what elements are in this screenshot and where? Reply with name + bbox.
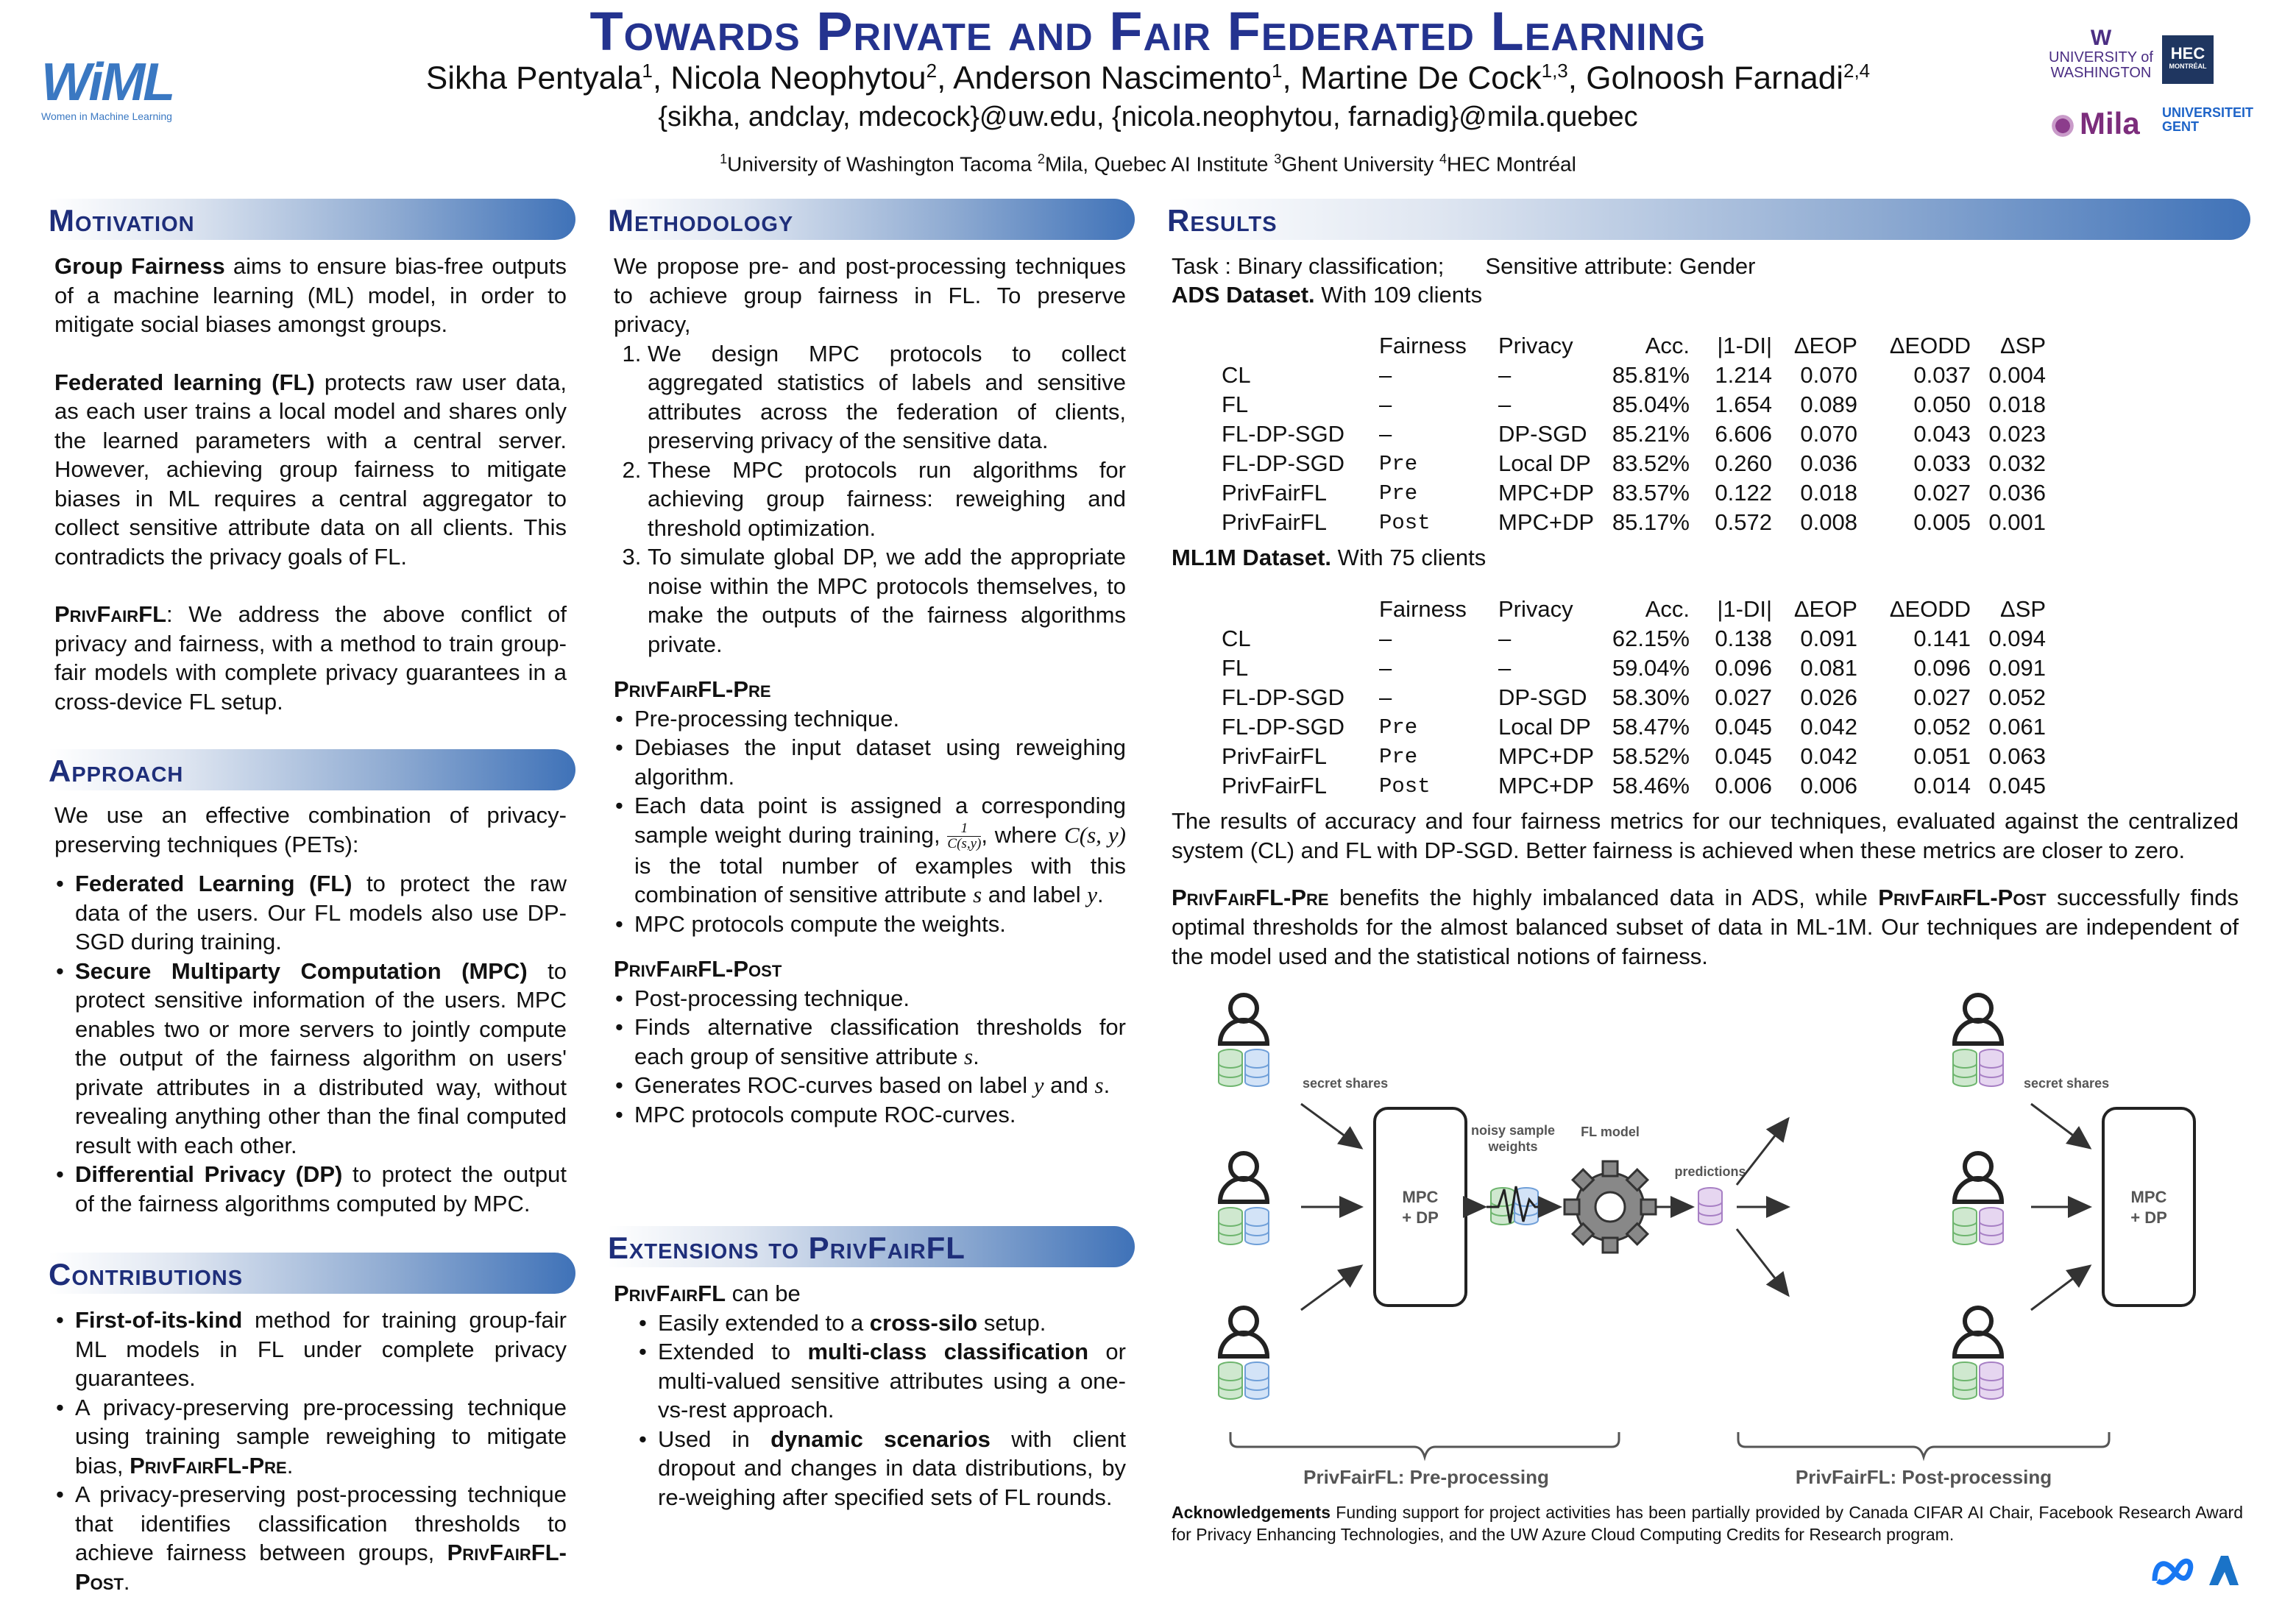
- table-cell: PrivFairFL: [1222, 480, 1327, 506]
- table-row: [1222, 712, 2046, 742]
- table-cell: 0.032: [1988, 450, 2046, 476]
- list-item: • A privacy-preserving pre-processing technique using training sample reweighing to mitigate bias, PrivFairFL-Pre.: [75, 1393, 567, 1481]
- author: Anderson Nascimento: [953, 60, 1272, 96]
- section-header-extensions: Extensions to PrivFairFL: [608, 1226, 1135, 1267]
- gear-icon: [1565, 1161, 1656, 1253]
- subheading-pre: PrivFairFL-Pre: [614, 676, 771, 702]
- list-item: • Used in dynamic scenarios with client dropout and changes in data distributions, by re-weighing after specified sets of FL rounds.: [658, 1425, 1126, 1512]
- table-cell: MPC+DP: [1498, 480, 1595, 506]
- list-item: • Federated Learning (FL) to protect the raw data of the users. Our FL models also use DP-SGD during training.: [75, 869, 567, 957]
- svg-text:+ DP: + DP: [2130, 1208, 2167, 1227]
- list-item: • Each data point is assigned a corresponding sample weight during training, $\frac{1}{C(s,y)}$ , where C(s, y) is the total number of examples with this combination of sensitive attribute s and label y.: [634, 791, 1126, 910]
- list-item: • Pre-processing technique.: [634, 704, 1126, 734]
- table-cell: DP-SGD: [1498, 421, 1587, 447]
- table-cell: 85.21%: [1612, 421, 1690, 447]
- uw-logo: W UNIVERSITY of WASHINGTON: [2049, 26, 2153, 81]
- table-cell: 58.47%: [1612, 714, 1690, 740]
- author-list: Sikha Pentyala$^1$, Nicola Neophytou$^2$, Anderson Nascimento$^1$, Martine De Cock$^{1,3}$, Golnoosh Farnadi$^{2,4}$: [425, 60, 1871, 96]
- table-cell: 6.606: [1715, 421, 1772, 447]
- table-cell: 0.027: [1715, 684, 1772, 710]
- meta-icon: [2155, 1561, 2191, 1582]
- table-cell: Pre: [1379, 715, 1418, 740]
- table-cell: 59.04%: [1612, 655, 1690, 681]
- list-item: • Secure Multiparty Computation (MPC) to protect sensitive information of the users. MPC enables two or more servers to jointly compute the output of the fairness algorithm on users' private attributes in a distributed way, without revealing anything other than the final computed result with each other.: [75, 957, 567, 1161]
- section-header-motivation: Motivation: [49, 199, 575, 240]
- table-cell: 0.037: [1913, 362, 1971, 388]
- arrow: [1301, 1266, 1361, 1310]
- table-cell: 0.063: [1988, 743, 2046, 769]
- table-cell: 85.04%: [1612, 392, 1690, 417]
- table-cell: FL-DP-SGD: [1222, 684, 1345, 710]
- table-cell: MPC+DP: [1498, 509, 1595, 535]
- table-cell: –: [1379, 392, 1392, 417]
- table-cell: FL-DP-SGD: [1222, 450, 1345, 476]
- table-row: [1222, 419, 2046, 449]
- results-intro: Task : Binary classification; Sensitive attribute: Gender ADS Dataset. With 109 clients: [1172, 253, 1756, 308]
- table-cell: –: [1379, 655, 1392, 681]
- table-cell: 83.52%: [1612, 450, 1690, 476]
- list-item: • Differential Privacy (DP) to protect the output of the fairness algorithms computed by MPC.: [75, 1160, 567, 1218]
- section-header-contributions: Contributions: [49, 1253, 575, 1294]
- table-row: [1222, 449, 2046, 478]
- table-row: [1222, 683, 2046, 712]
- acknowledgements: Acknowledgements Funding support for project activities has been partially provided by Canada CIFAR AI Chair, Facebook Research Award for Privacy Enhancing Technologies, and the UW Azure Cloud Computing Credits for Research program.: [1172, 1503, 2243, 1544]
- table-cell: CL: [1222, 626, 1251, 651]
- svg-text:weights: weights: [1488, 1139, 1538, 1154]
- table-cell: FL: [1222, 392, 1249, 417]
- table-cell: 0.036: [1800, 450, 1857, 476]
- table-cell: 85.81%: [1612, 362, 1690, 388]
- table-header-row: Fairness Privacy Acc. |1-DI| ΔEOP ΔEODD ΔSP: [1379, 333, 2046, 358]
- mila-logo: Mila: [2046, 106, 2156, 143]
- table-cell: 0.096: [1715, 655, 1772, 681]
- table-cell: 0.096: [1913, 655, 1971, 681]
- author: Nicola Neophytou: [670, 60, 926, 96]
- table-cell: 83.57%: [1612, 480, 1690, 506]
- list-item: 1. We design MPC protocols to collect aggregated statistics of labels and sensitive attributes across the federation of clients, preserving privacy of the sensitive data.: [648, 339, 1126, 456]
- list-item: • MPC protocols compute ROC-curves.: [634, 1100, 1126, 1130]
- client-user-icon: [1953, 1153, 2003, 1244]
- table-row: [1222, 771, 2046, 801]
- list-item: • First-of-its-kind method for training group-fair ML models in FL under complete privacy guarantees.: [75, 1306, 567, 1393]
- brace-post: [1738, 1432, 2109, 1457]
- table-cell: MPC+DP: [1498, 743, 1595, 769]
- table-cell: 0.260: [1715, 450, 1772, 476]
- table-cell: 0.070: [1800, 362, 1857, 388]
- svg-text:MPC: MPC: [2130, 1188, 2167, 1206]
- arrow: [2031, 1266, 2090, 1310]
- table-cell: 0.014: [1913, 773, 1971, 798]
- ml1m-results-table: [1222, 595, 2046, 801]
- table-cell: PrivFairFL: [1222, 773, 1327, 798]
- table-cell: 58.46%: [1612, 773, 1690, 798]
- table-cell: DP-SGD: [1498, 684, 1587, 710]
- table-row: [1222, 361, 2046, 390]
- svg-text:noisy sample: noisy sample: [1470, 1123, 1556, 1138]
- table-cell: 0.091: [1800, 626, 1857, 651]
- arrow: [1737, 1119, 1788, 1185]
- ads-results-table: [1222, 331, 2046, 537]
- extensions-body: PrivFairFL can be • Easily extended to a cross-silo setup. • Extended to multi-class classification or multi-valued sensitive attributes using a one-vs-rest approach. • Used in dynamic scenarios with client dropout and changes in data distributions, by re-weighing after specified sets of FL rounds.: [614, 1279, 1126, 1512]
- table-cell: Local DP: [1498, 714, 1591, 740]
- author: Golnoosh Farnadi: [1586, 60, 1843, 96]
- table-cell: 0.050: [1913, 392, 1971, 417]
- table-header-row: Fairness Privacy Acc. |1-DI| ΔEOP ΔEODD ΔSP: [1379, 596, 2046, 622]
- client-user-icon: [1953, 1308, 2003, 1399]
- ml1m-heading: ML1M Dataset. With 75 clients: [1172, 545, 1487, 570]
- fraction: $\frac{1}{C(s,y)}$: [947, 820, 982, 851]
- table-cell: –: [1379, 362, 1392, 388]
- table-row: [1222, 624, 2046, 654]
- svg-text:MPC: MPC: [1402, 1188, 1439, 1206]
- table-cell: 0.008: [1800, 509, 1857, 535]
- list-item: • MPC protocols compute the weights.: [634, 910, 1126, 939]
- table-cell: 85.17%: [1612, 509, 1690, 535]
- table-cell: –: [1379, 626, 1392, 651]
- client-user-icon: [1219, 1153, 1269, 1244]
- arrow: [2031, 1104, 2090, 1148]
- section-header-results: Results: [1167, 199, 2250, 240]
- table-cell: 0.122: [1715, 480, 1772, 506]
- table-cell: –: [1379, 421, 1392, 447]
- institution-logos: [2046, 26, 2259, 166]
- list-item: 2. These MPC protocols run algorithms for achieving group fairness: reweighing and threshold optimization.: [648, 456, 1126, 543]
- secret-shares-label-left: secret shares: [1303, 1076, 1389, 1091]
- table-cell: 0.138: [1715, 626, 1772, 651]
- table-cell: 0.094: [1988, 626, 2046, 651]
- list-item: • Generates ROC-curves based on label y and s.: [634, 1071, 1126, 1100]
- table-cell: 58.30%: [1612, 684, 1690, 710]
- table-cell: 0.026: [1800, 684, 1857, 710]
- table-row: [1222, 654, 2046, 683]
- table-cell: 0.091: [1988, 655, 2046, 681]
- sponsor-logos: [2149, 1548, 2244, 1593]
- affiliations: $^1$University of Washington Tacoma $^2$Mila, Quebec AI Institute $^3$Ghent University $^4$HEC Montréal: [720, 152, 1576, 176]
- table-cell: 0.089: [1800, 392, 1857, 417]
- motivation-body: Group Fairness aims to ensure bias-free outputs of a machine learning (ML) model, in order to mitigate social biases amongst groups. Federated learning (FL) protects raw user data, as each user trains a local model and shares only the learned parameters with a central server. However, achieving group fairness to mitigate biases in ML requires a central aggregator to collect sensitive attribute data on all clients. This contradicts the privacy goals of FL. PrivFairFL: We address the above conflict of privacy and fairness, with a method to train group-fair models with complete privacy guarantees in a cross-device FL setup.: [54, 253, 567, 715]
- table-cell: 1.214: [1715, 362, 1772, 388]
- table-cell: FL-DP-SGD: [1222, 714, 1345, 740]
- svg-text:predictions: predictions: [1674, 1164, 1746, 1179]
- author: Sikha Pentyala: [425, 60, 642, 96]
- svg-text:+ DP: + DP: [1402, 1208, 1439, 1227]
- table-cell: 0.061: [1988, 714, 2046, 740]
- table-cell: 0.051: [1913, 743, 1971, 769]
- table-cell: 0.070: [1800, 421, 1857, 447]
- table-cell: –: [1498, 392, 1512, 417]
- table-cell: 0.036: [1988, 480, 2046, 506]
- results-discussion: PrivFairFL-Pre benefits the highly imbalanced data in ADS, while PrivFairFL-Post successfully finds optimal thresholds for the almost balanced subset of data in ML-1M. Our techniques are independent of the model used and the statistical notions of fairness.: [1172, 885, 2239, 969]
- results-caption: The results of accuracy and four fairness metrics for our techniques, evaluated against the centralized system (CL) and FL with DP-SGD. Better fairness is achieved when these metrics are closer to zero.: [1172, 808, 2239, 863]
- table-cell: 0.004: [1988, 362, 2046, 388]
- contributions-body: [54, 1306, 567, 1596]
- mpc-dp-box-left: [1375, 1108, 1466, 1306]
- table-cell: Pre: [1379, 451, 1418, 476]
- table-cell: 0.052: [1988, 684, 2046, 710]
- svg-text:FL model: FL model: [1581, 1125, 1640, 1139]
- table-cell: 0.027: [1913, 684, 1971, 710]
- table-cell: –: [1498, 362, 1512, 388]
- client-user-icon: [1219, 995, 1269, 1086]
- secret-shares-label-right: secret shares: [2024, 1076, 2110, 1091]
- author: Martine De Cock: [1300, 60, 1542, 96]
- table-cell: 0.005: [1913, 509, 1971, 535]
- table-cell: MPC+DP: [1498, 773, 1595, 798]
- table-cell: 0.027: [1913, 480, 1971, 506]
- list-item: • A privacy-preserving post-processing technique that identifies classification thresholds to achieve fairness between groups, PrivFairFL-Post.: [75, 1480, 567, 1596]
- list-item: • Extended to multi-class classification or multi-valued sensitive attributes using a one-vs-rest approach.: [658, 1337, 1126, 1425]
- approach-body: We use an effective combination of privacy-preserving techniques (PETs): • Federated Learning (FL) to protect the raw data of the users. Our FL models also use DP-SGD during training. • Secure Multiparty Computation (MPC) to protect sensitive information of the users. MPC enables two or more servers to jointly compute the output of the fairness algorithm on users' private attributes in a distributed way, without revealing anything other than the final computed result with each other. • Differential Privacy (DP) to protect the output of the fairness algorithms computed by MPC.: [54, 801, 567, 1218]
- table-cell: 62.15%: [1612, 626, 1690, 651]
- methodology-body: We propose pre- and post-processing techniques to achieve group fairness in FL. To preserve privacy, 1. We design MPC protocols to collect aggregated statistics of labels and sensitive attributes across the federation of clients, preserving privacy of the sensitive data. 2. These MPC protocols run algorithms for achieving group fairness: reweighing and threshold optimization. 3. To simulate global DP, we add the appropriate noise within the MPC protocols themselves, to make the outputs of the fairness algorithms private. PrivFairFL-Pre • Pre-processing technique. • Debiases the input dataset using reweighing algorithm. • Each data point is assigned a corresponding sample weight during training, $\frac{1}{C(s,y)}$ , where C(s, y) is the total number of examples with this combination of sensitive attribute s and label y. • MPC protocols compute the weights. PrivFairFL-Post • Post-processing technique. • Finds alternative classification thresholds for each group of sensitive attribute s. • Generates ROC-curves based on label y and s. • MPC protocols compute ROC-curves.: [614, 252, 1126, 1129]
- mila-dots-icon: [2046, 109, 2080, 143]
- table-cell: –: [1498, 626, 1512, 651]
- table-cell: Pre: [1379, 481, 1418, 506]
- list-item: • Post-processing technique.: [634, 984, 1126, 1013]
- azure-icon: [2209, 1556, 2239, 1585]
- subheading-post: PrivFairFL-Post: [614, 956, 782, 982]
- client-user-icon: [1953, 995, 2003, 1086]
- table-cell: 0.033: [1913, 450, 1971, 476]
- table-row: [1222, 390, 2046, 419]
- table-cell: FL-DP-SGD: [1222, 421, 1345, 447]
- table-cell: 0.141: [1913, 626, 1971, 651]
- table-cell: 0.052: [1913, 714, 1971, 740]
- table-cell: 0.001: [1988, 509, 2046, 535]
- hec-logo: HEC MONTRÉAL: [2162, 35, 2214, 84]
- author-emails: {sikha, andclay, mdecock}@uw.edu, {nicola.neophytou, farnadig}@mila.quebec: [658, 102, 1638, 132]
- label-post-processing: PrivFairFL: Post-processing: [1795, 1466, 2052, 1488]
- list-item: • Debiases the input dataset using reweighing algorithm.: [634, 733, 1126, 791]
- table-cell: 0.023: [1988, 421, 2046, 447]
- table-row: [1222, 742, 2046, 771]
- table-cell: 1.654: [1715, 392, 1772, 417]
- list-item: 3. To simulate global DP, we add the appropriate noise within the MPC protocols themselves, to make the outputs of the fairness algorithms private.: [648, 542, 1126, 659]
- privfairfl-diagram: [1177, 986, 2252, 1509]
- table-cell: 0.043: [1913, 421, 1971, 447]
- arrow: [1737, 1229, 1788, 1295]
- list-item: • Easily extended to a cross-silo setup.: [658, 1308, 1126, 1338]
- table-cell: 0.042: [1800, 743, 1857, 769]
- table-cell: 0.045: [1715, 714, 1772, 740]
- table-cell: 0.018: [1800, 480, 1857, 506]
- table-cell: PrivFairFL: [1222, 509, 1327, 535]
- predictions-icon: [1698, 1188, 1722, 1225]
- table-row: [1222, 508, 2046, 537]
- arrow: [1301, 1104, 1361, 1148]
- table-cell: PrivFairFL: [1222, 743, 1327, 769]
- list-item: • Finds alternative classification thresholds for each group of sensitive attribute s.: [634, 1013, 1126, 1071]
- table-cell: 0.045: [1988, 773, 2046, 798]
- table-cell: –: [1379, 684, 1392, 710]
- table-cell: FL: [1222, 655, 1249, 681]
- section-header-methodology: Methodology: [608, 199, 1135, 240]
- mpc-dp-box-right: [2103, 1108, 2194, 1306]
- table-cell: 0.081: [1800, 655, 1857, 681]
- table-cell: 0.006: [1715, 773, 1772, 798]
- section-header-approach: Approach: [49, 749, 575, 790]
- table-cell: 0.572: [1715, 509, 1772, 535]
- table-cell: 0.006: [1800, 773, 1857, 798]
- table-cell: Post: [1379, 510, 1431, 535]
- table-cell: 0.042: [1800, 714, 1857, 740]
- table-cell: 0.045: [1715, 743, 1772, 769]
- table-cell: Pre: [1379, 744, 1418, 769]
- client-user-icon: [1219, 1308, 1269, 1399]
- table-cell: Post: [1379, 773, 1431, 798]
- table-cell: 0.018: [1988, 392, 2046, 417]
- table-cell: Local DP: [1498, 450, 1591, 476]
- brace-pre: [1230, 1432, 1619, 1457]
- table-row: [1222, 478, 2046, 508]
- ghent-logo: UNIVERSITEIT GENT: [2162, 105, 2254, 134]
- poster-title: Towards Private and Fair Federated Learning: [589, 1, 1707, 62]
- table-cell: CL: [1222, 362, 1251, 388]
- wiml-logo: WiML Women in Machine Learning: [41, 53, 174, 122]
- table-cell: –: [1498, 655, 1512, 681]
- label-pre-processing: PrivFairFL: Pre-processing: [1303, 1466, 1549, 1488]
- table-cell: 58.52%: [1612, 743, 1690, 769]
